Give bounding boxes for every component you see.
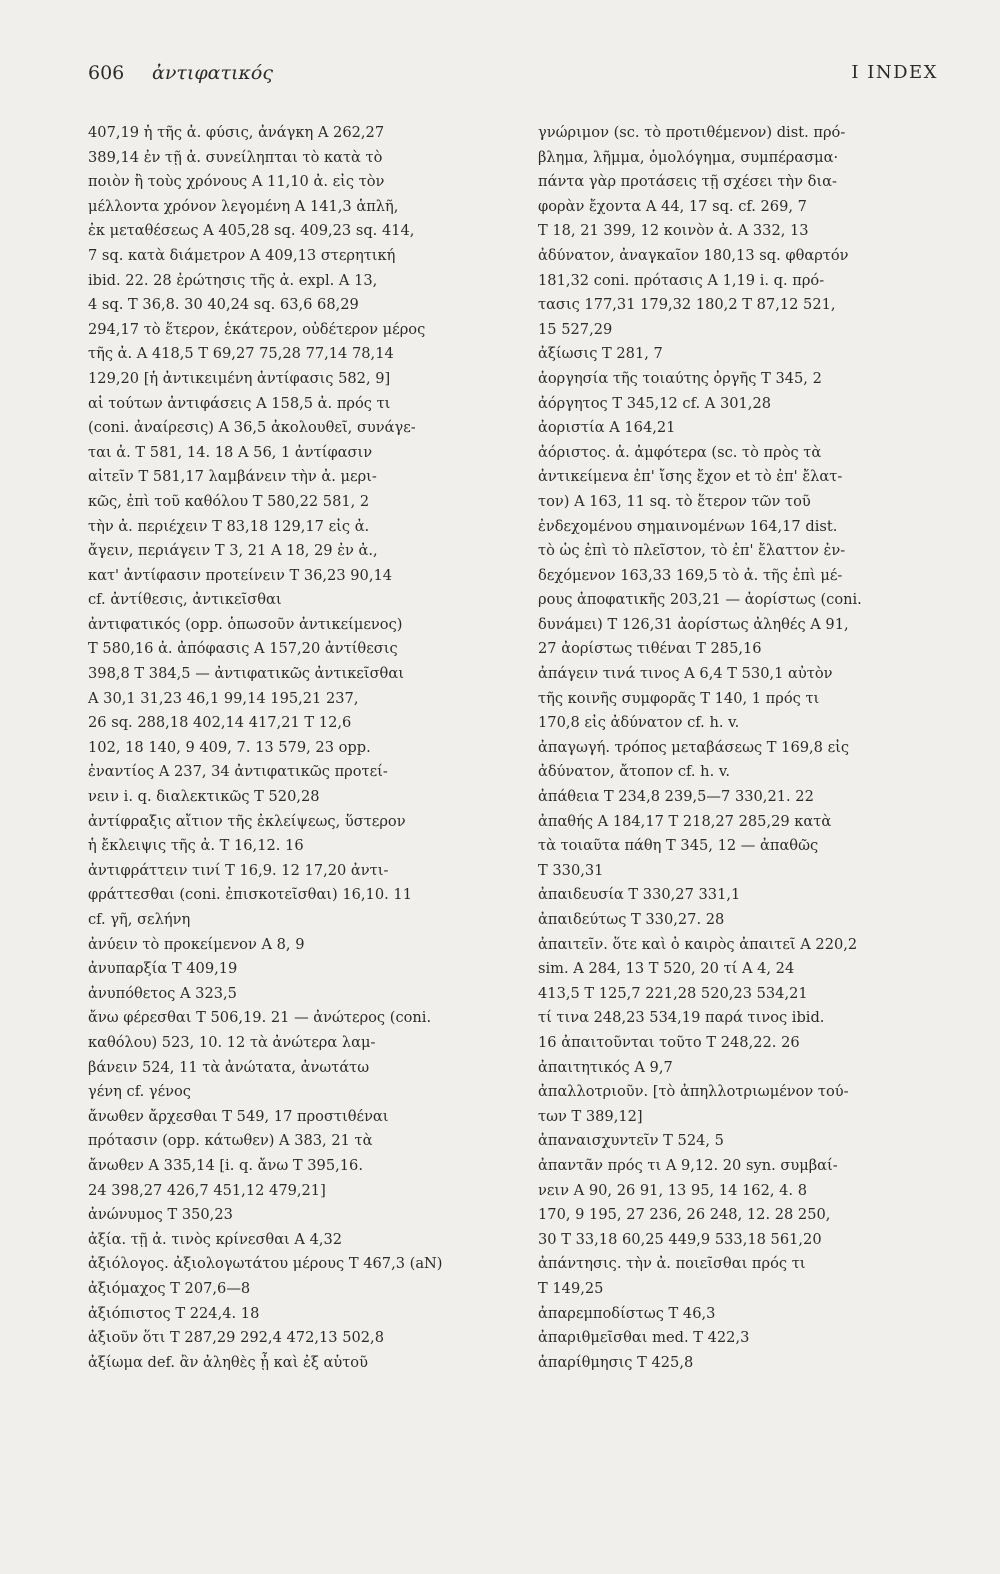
index-line: ἀντιφράττειν τινί T 16,9. 12 17,20 ἀντι- (88, 861, 389, 879)
index-line: ἀπαγωγή. τρόπος μεταβάσεως T 169,8 εἰς (538, 738, 850, 756)
index-line: 407,19 ἡ τῆς ἀ. φύσις, ἀνάγκη A 262,27 (88, 124, 385, 141)
index-line: νειν A 90, 26 91, 13 95, 14 162, 4. 8 (538, 1181, 807, 1199)
index-line: 389,14 ἐν τῇ ἀ. συνείληπται τὸ κατὰ τὸ (88, 148, 383, 166)
index-line: τῆς ἀ. A 418,5 T 69,27 75,28 77,14 78,14 (88, 345, 394, 363)
index-line: τί τινα 248,23 534,19 παρά τινος ibid. (538, 1009, 825, 1027)
index-line: φορὰν ἔχοντα A 44, 17 sq. cf. 269, 7 (538, 197, 807, 215)
index-line: ἐνδεχομένου σημαινομένων 164,17 dist. (538, 517, 838, 535)
index-line: τῆς κοινῆς συμφορᾶς T 140, 1 πρός τι (538, 689, 820, 707)
index-line: ἀντίφραξις αἴτιον τῆς ἐκλείψεως, ὕστερον (88, 812, 406, 830)
index-line: ποιὸν ἢ τοὺς χρόνους A 11,10 ἀ. εἰς τὸν (88, 173, 385, 191)
index-line: T 330,31 (538, 861, 604, 879)
index-line: 24 398,27 426,7 451,12 479,21] (88, 1181, 326, 1199)
running-title: ἀντιφατικός (152, 62, 273, 84)
index-line: ἄνωθεν A 335,14 [i. q. ἄνω T 395,16. (88, 1156, 363, 1174)
index-line: ἀνύειν τὸ προκείμενον A 8, 9 (88, 935, 305, 953)
index-line: 413,5 T 125,7 221,28 520,23 534,21 (538, 984, 808, 1002)
index-line: cf. ἀντίθεσις, ἀντικεῖσθαι (88, 591, 282, 609)
index-line: ἀπαιτητικός A 9,7 (538, 1058, 673, 1076)
index-line: κατ' ἀντίφασιν προτείνειν T 36,23 90,14 (88, 566, 393, 584)
index-line: τὴν ἀ. περιέχειν T 83,18 129,17 εἰς ἀ. (88, 517, 370, 535)
page-header (0, 0, 1000, 110)
index-line: πρότασιν (opp. κάτωθεν) A 383, 21 τὰ (88, 1132, 373, 1150)
index-line: φράττεσθαι (coni. ἐπισκοτεῖσθαι) 16,10. 11 (88, 886, 412, 904)
index-line: ἀπαλλοτριοῦν. [τὸ ἀπηλλοτριωμένον τού- (538, 1083, 849, 1101)
index-line: ται ἀ. T 581, 14. 18 A 56, 1 ἀντίφασιν (88, 443, 373, 461)
index-line: 15 527,29 (538, 320, 613, 338)
index-line: ἀοργησία τῆς τοιαύτης ὀργῆς T 345, 2 (538, 369, 822, 387)
index-line: ἀδύνατον, ἀναγκαῖον 180,13 sq. φθαρτόν (538, 246, 849, 264)
index-line: ἀπαριθμεῖσθαι med. T 422,3 (538, 1329, 750, 1347)
index-line: ibid. 22. 28 ἐρώτησις τῆς ἀ. expl. A 13, (88, 271, 378, 289)
index-line: πάντα γὰρ προτάσεις τῇ σχέσει τὴν δια- (538, 173, 837, 191)
index-line: ἀόριστος. ἀ. ἀμφότερα (sc. τὸ πρὸς τὰ (538, 443, 822, 461)
index-line: 398,8 T 384,5 — ἀντιφατικῶς ἀντικεῖσθαι (88, 665, 404, 683)
index-line: τασις 177,31 179,32 180,2 T 87,12 521, (538, 296, 836, 314)
index-line: 7 sq. κατὰ διάμετρον A 409,13 στερητική (88, 246, 396, 264)
index-line: 170,8 εἰς ἀδύνατον cf. h. v. (538, 714, 740, 732)
left-column (88, 121, 513, 1375)
index-line: ἀπαθής A 184,17 T 218,27 285,29 κατὰ (538, 812, 832, 830)
index-line: 294,17 τὸ ἕτερον, ἑκάτερον, οὐδέτερον μέρος (88, 320, 426, 338)
index-line: τὸ ὡς ἐπὶ τὸ πλεῖστον, τὸ ἐπ' ἔλαττον ἐν- (538, 542, 846, 560)
index-line: sim. A 284, 13 T 520, 20 τί A 4, 24 (538, 960, 795, 978)
index-line: T 149,25 (538, 1279, 604, 1297)
index-line: ἀπάντησις. τὴν ἀ. ποιεῖσθαι πρός τι (538, 1255, 806, 1273)
index-line: ἐκ μεταθέσεως A 405,28 sq. 409,23 sq. 414, (88, 222, 415, 240)
index-line: ἀντικείμενα ἐπ' ἴσης ἔχον et τὸ ἐπ' ἔλατ- (538, 468, 843, 486)
index-line: καθόλου) 523, 10. 12 τὰ ἀνώτερα λαμ- (88, 1033, 376, 1051)
index-line: ἀξίωμα def. ἂν ἀληθὲς ᾖ καὶ ἐξ αὑτοῦ (88, 1353, 368, 1371)
index-line: ἀπαιδεύτως T 330,27. 28 (538, 911, 725, 928)
index-line: δεχόμενον 163,33 169,5 τὸ ἀ. τῆς ἐπὶ μέ- (538, 566, 843, 584)
index-line: ἀπαναισχυντεῖν T 524, 5 (538, 1132, 724, 1150)
index-line: ἀπαντᾶν πρός τι A 9,12. 20 syn. συμβαί- (538, 1156, 838, 1174)
index-line: δυνάμει) T 126,31 ἀορίστως ἀληθές A 91, (538, 615, 849, 633)
index-line: ἀξιοῦν ὅτι T 287,29 292,4 472,13 502,8 (88, 1329, 384, 1347)
index-line: ἄγειν, περιάγειν T 3, 21 A 18, 29 ἐν ἀ., (88, 542, 378, 560)
index-line: 27 ἀορίστως τιθέναι T 285,16 (538, 640, 762, 658)
index-line: 30 T 33,18 60,25 449,9 533,18 561,20 (538, 1230, 822, 1248)
index-line: 16 ἀπαιτοῦνται τοῦτο T 248,22. 26 (538, 1033, 800, 1051)
index-line: ἄνω φέρεσθαι T 506,19. 21 — ἀνώτερος (coni. (88, 1009, 432, 1027)
index-line: ἀξιόπιστος T 224,4. 18 (88, 1304, 260, 1322)
right-column (538, 121, 940, 1375)
index-line: cf. γῆ, σελήνη (88, 911, 191, 928)
index-line: ἀπαρίθμησις T 425,8 (538, 1353, 694, 1371)
index-line: αἰτεῖν T 581,17 λαμβάνειν τὴν ἀ. μερι- (88, 468, 377, 486)
index-line: ἀξίωσις T 281, 7 (538, 345, 663, 363)
index-line: ἀντιφατικός (opp. ὁπωσοῦν ἀντικείμενος) (88, 615, 403, 633)
index-line: 181,32 coni. πρότασις A 1,19 i. q. πρό- (538, 271, 825, 289)
index-line: 170, 9 195, 27 236, 26 248, 12. 28 250, (538, 1206, 831, 1224)
index-line: ἀπαιτεῖν. ὅτε καὶ ὁ καιρὸς ἀπαιτεῖ A 220,2 (538, 935, 858, 953)
index-line: ἀξιόμαχος T 207,6—8 (88, 1279, 251, 1297)
index-line: 4 sq. T 36,8. 30 40,24 sq. 63,6 68,29 (88, 296, 359, 314)
index-line: ἀόργητος T 345,12 cf. A 301,28 (538, 394, 772, 412)
page-number: 606 (88, 62, 125, 84)
index-line: 129,20 [ἡ ἀντικειμένη ἀντίφασις 582, 9] (88, 369, 391, 387)
index-line: γένη cf. γένος (88, 1083, 191, 1101)
index-line: τὰ τοιαῦτα πάθη T 345, 12 — ἀπαθῶς (538, 837, 819, 855)
index-line: ἀνυπόθετος A 323,5 (88, 984, 237, 1002)
index-line: νειν i. q. διαλεκτικῶς T 520,28 (88, 788, 320, 806)
index-line: ἀπαιδευσία T 330,27 331,1 (538, 886, 741, 904)
index-line: ἀδύνατον, ἄτοπον cf. h. v. (538, 763, 731, 781)
index-line: ἀοριστία A 164,21 (538, 419, 676, 437)
index-line: ἀπαρεμποδίστως T 46,3 (538, 1304, 716, 1322)
index-line: ἀξία. τῇ ἀ. τινὸς κρίνεσθαι A 4,32 (88, 1230, 343, 1248)
index-line: αἱ τούτων ἀντιφάσεις A 158,5 ἀ. πρός τι (88, 394, 391, 412)
index-line: A 30,1 31,23 46,1 99,14 195,21 237, (88, 689, 359, 707)
index-line: τον) A 163, 11 sq. τὸ ἕτερον τῶν τοῦ (538, 492, 811, 510)
index-line: ἀπάθεια T 234,8 239,5—7 330,21. 22 (538, 788, 814, 806)
index-line: T 18, 21 399, 12 κοινὸν ἀ. A 332, 13 (538, 222, 809, 240)
index-line: γνώριμον (sc. τὸ προτιθέμενον) dist. πρό- (538, 124, 846, 141)
index-line: ἄνωθεν ἄρχεσθαι T 549, 17 προστιθέναι (88, 1107, 389, 1125)
index-line: βάνειν 524, 11 τὰ ἀνώτατα, ἀνωτάτω (88, 1058, 370, 1076)
index-line: 26 sq. 288,18 402,14 417,21 T 12,6 (88, 714, 352, 732)
index-line: βλημα, λῆμμα, ὁμολόγημα, συμπέρασμα· (538, 148, 839, 166)
index-line: ἀξιόλογος. ἀξιολογωτάτου μέρους T 467,3 (aN) (88, 1255, 443, 1273)
index-line: ἀπάγειν τινά τινος A 6,4 T 530,1 αὐτὸν (538, 665, 833, 683)
index-line: ἀνώνυμος T 350,23 (88, 1206, 233, 1224)
index-line: ἐναντίος A 237, 34 ἀντιφατικῶς προτεί- (88, 763, 388, 781)
index-line: ἀνυπαρξία T 409,19 (88, 960, 238, 978)
index-line: ρους ἀποφατικῆς 203,21 — ἀορίστως (coni. (538, 591, 862, 609)
index-line: ἡ ἔκλειψις τῆς ἀ. T 16,12. 16 (88, 837, 304, 855)
index-line: 102, 18 140, 9 409, 7. 13 579, 23 opp. (88, 738, 371, 756)
index-line: των T 389,12] (538, 1107, 643, 1125)
index-line: (coni. ἀναίρεσις) A 36,5 ἀκολουθεῖ, συνάγε- (88, 419, 416, 437)
index-line: T 580,16 ἀ. ἀπόφασις A 157,20 ἀντίθεσις (88, 640, 398, 658)
index-line: κῶς, ἐπὶ τοῦ καθόλου T 580,22 581, 2 (88, 492, 370, 510)
section-label: I INDEX (851, 62, 938, 83)
index-line: μέλλοντα χρόνον λεγομένη A 141,3 ἁπλῆ, (88, 197, 399, 215)
